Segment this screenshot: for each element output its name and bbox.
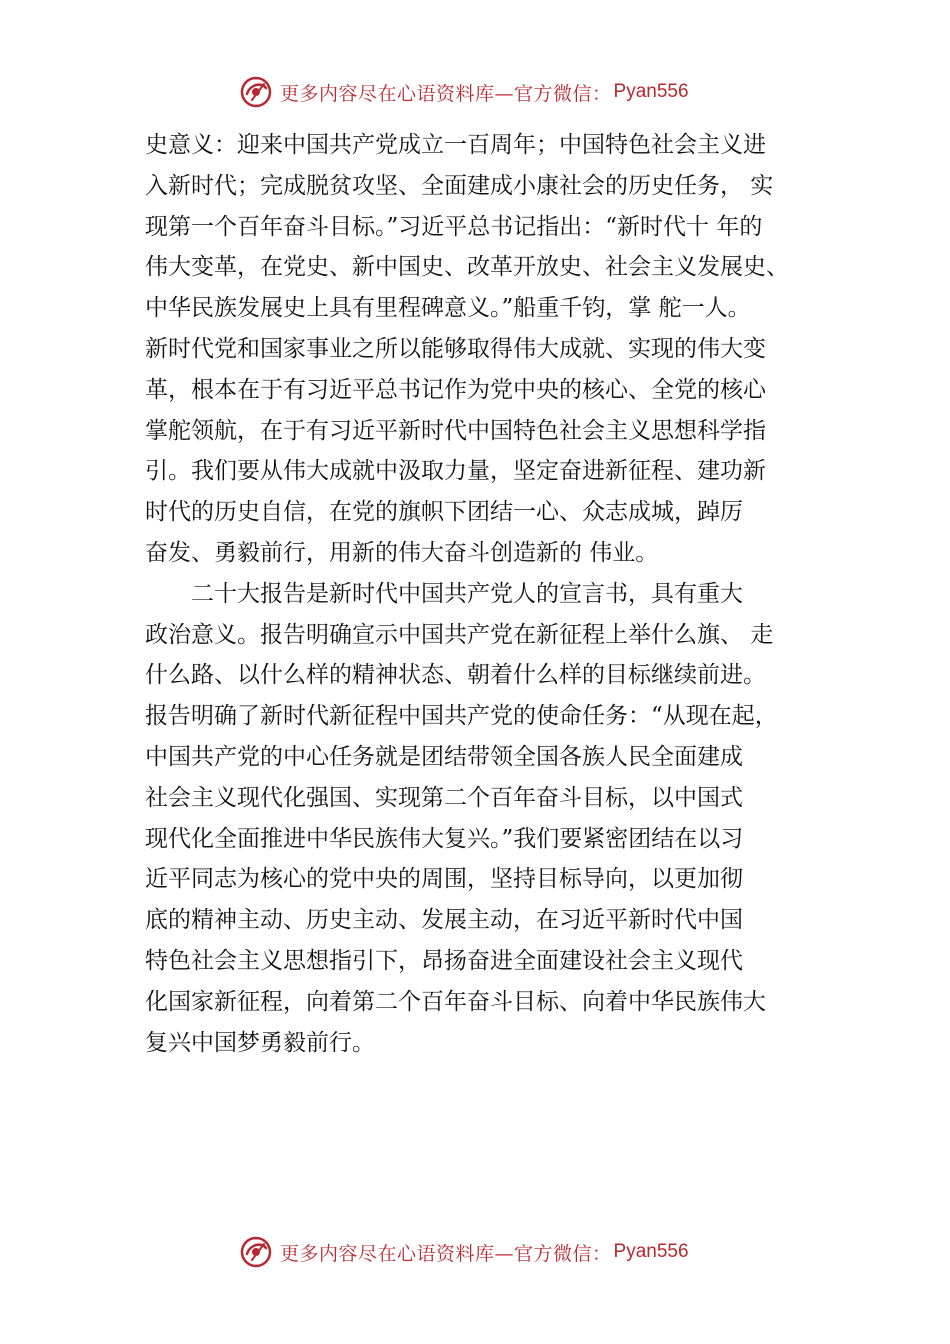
text-line: 革，根本在于有习近平总书记作为党中央的核心、全党的核心 (145, 376, 766, 403)
text-line: 底的精神主动、历史主动、发展主动，在习近平新时代中国 (145, 907, 743, 934)
text-line: 现第一个百年奋斗目标。”习近平总书记指出：“新时代十 年的 (145, 213, 763, 240)
text-line: 复兴中国梦勇毅前行。 (145, 1029, 375, 1056)
text-line: 引。我们要从伟大成就中汲取力量，坚定奋进新征程、建功新 (145, 458, 766, 485)
text-line: 社会主义现代化强国、实现第二个百年奋斗目标，以中国式 (145, 784, 743, 811)
header-watermark-text: 更多内容尽在心语资料库—官方微信： (280, 82, 612, 105)
text-line: 新时代党和国家事业之所以能够取得伟大成就、实现的伟大变 (145, 335, 766, 362)
paragraph-start-line: 二十大报告是新时代中国共产党人的宣言书，具有重大 (145, 580, 743, 607)
text-line: 报告明确了新时代新征程中国共产党的使命任务：“从现在起， (145, 703, 778, 730)
footer-watermark (238, 1232, 689, 1272)
text-line: 入新时代；完成脱贫攻坚、全面建成小康社会的历史任务， 实 (145, 172, 774, 199)
text-line: 中华民族发展史上具有里程碑意义。”船重千钧，掌 舵一人。 (145, 295, 751, 322)
text-line: 掌舵领航，在于有习近平新时代中国特色社会主义思想科学指 (145, 417, 766, 444)
brand-logo-icon (238, 1234, 274, 1270)
text-line: 近平同志为核心的党中央的周围，坚持目标导向，以更加彻 (145, 866, 743, 893)
text-line: 什么路、以什么样的精神状态、朝着什么样的目标继续前进。 (145, 662, 766, 689)
text-line: 时代的历史自信，在党的旗帜下团结一心、众志成城，踔厉 (145, 499, 743, 526)
document-body (145, 125, 845, 1063)
text-line: 伟大变革，在党史、新中国史、改革开放史、社会主义发展史、 (145, 254, 789, 281)
footer-watermark-id: Pyan556 (613, 1241, 689, 1262)
header-watermark-id: Pyan556 (613, 81, 689, 102)
header-watermark (238, 72, 689, 112)
text-line: 政治意义。报告明确宣示中国共产党在新征程上举什么旗、 走 (145, 621, 774, 648)
text-line: 史意义：迎来中国共产党成立一百周年；中国特色社会主义进 (145, 132, 766, 158)
text-line: 特色社会主义思想指引下，昂扬奋进全面建设社会主义现代 (145, 947, 743, 974)
brand-logo-icon (238, 74, 274, 110)
text-line: 奋发、勇毅前行，用新的伟大奋斗创造新的 伟业。 (145, 539, 659, 566)
footer-watermark-text: 更多内容尽在心语资料库—官方微信： (280, 1242, 612, 1265)
text-line: 现代化全面推进中华民族伟大复兴。”我们要紧密团结在以习 (145, 825, 744, 852)
text-line: 中国共产党的中心任务就是团结带领全国各族人民全面建成 (145, 743, 743, 770)
text-line: 化国家新征程，向着第二个百年奋斗目标、向着中华民族伟大 (145, 988, 766, 1015)
